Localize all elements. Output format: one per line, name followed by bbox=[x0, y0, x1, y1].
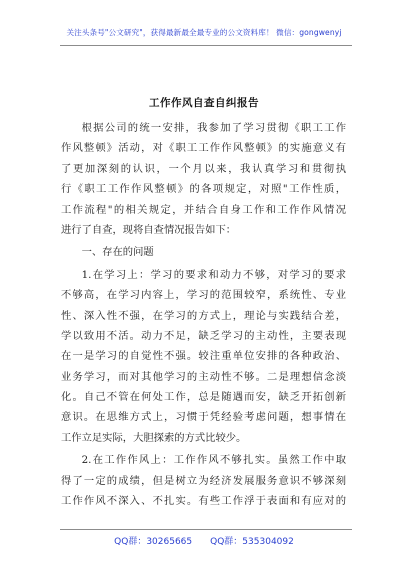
paragraph-line: 2.在工作作风上：工作作风不够扎实。虽然工作中取 bbox=[81, 454, 346, 467]
paragraph bbox=[61, 242, 346, 262]
paragraph-line: 化。自己不管在何处工作，总是随遇而安，缺乏开拓创新 bbox=[61, 391, 346, 404]
paragraph-line: 不够高，在学习内容上，学习的范围较窄，系统性、专业 bbox=[61, 289, 346, 302]
paragraph-line: 学以致用不活。动力不足，缺乏学习的主动性，主要表现 bbox=[61, 329, 346, 342]
paragraph-line: 一、存在的问题 bbox=[81, 246, 154, 259]
paragraph-line: 在一是学习的自觉性不强。较注重单位安排的各种政治、 bbox=[61, 350, 346, 363]
paragraph-line: 作风整顿》活动，对《职工工作作风整顿》的实施意义有 bbox=[61, 142, 346, 155]
paragraph-line: 得了一定的成绩，但是树立为经济发展服务意识不够深刻 bbox=[61, 474, 346, 487]
document-title: 工作作风自查自纠报告 bbox=[149, 97, 259, 109]
paragraph-line: 工作立足实际，大胆探索的方式比较少。 bbox=[61, 431, 247, 444]
paragraph-line: 业务学习，而对其他学习的主动性不够。二是理想信念淡 bbox=[61, 370, 346, 383]
paragraph-line: 意识。在思维方式上，习惯于凭经验考虑问题，想事情在 bbox=[61, 411, 346, 424]
footer-divider bbox=[60, 529, 352, 530]
paragraph-line: 根据公司的统一安排，我参加了学习贯彻《职工工作 bbox=[81, 122, 346, 134]
document-body bbox=[61, 118, 346, 511]
header-divider bbox=[60, 45, 352, 46]
paragraph-line: 工作作风不深入、不扎实。有些工作浮于表面和有应对的 bbox=[61, 495, 346, 508]
footer-qq-group-2: QQ群：535304092 bbox=[210, 537, 294, 547]
paragraph-line: 进行了自查，现将自查情况报告如下： bbox=[61, 223, 237, 236]
paragraph-line: 1.在学习上：学习的要求和动力不够，对学习的要求 bbox=[81, 268, 346, 281]
footer bbox=[0, 534, 408, 547]
paragraph bbox=[61, 265, 346, 449]
paragraph bbox=[61, 118, 346, 240]
paragraph-line: 行《职工工作作风整顿》的各项规定，对照"工作性质， bbox=[61, 183, 346, 196]
footer-qq-group-1: QQ群：30265665 bbox=[114, 537, 193, 547]
paragraph-line: 工作流程"的相关规定，并结合自身工作和工作作风情况 bbox=[61, 203, 346, 216]
paragraph-line: 了更加深刻的认识，一个月以来，我认真学习和贯彻执 bbox=[61, 162, 346, 175]
header-banner: 关注头条号"公文研究"，获得最新最全最专业的公文资料库！ 微信：gongwenyj bbox=[66, 28, 342, 37]
paragraph-line: 性、深入性不强，在学习的方式上，理论与实践结合差， bbox=[61, 309, 346, 322]
paragraph bbox=[61, 450, 346, 511]
